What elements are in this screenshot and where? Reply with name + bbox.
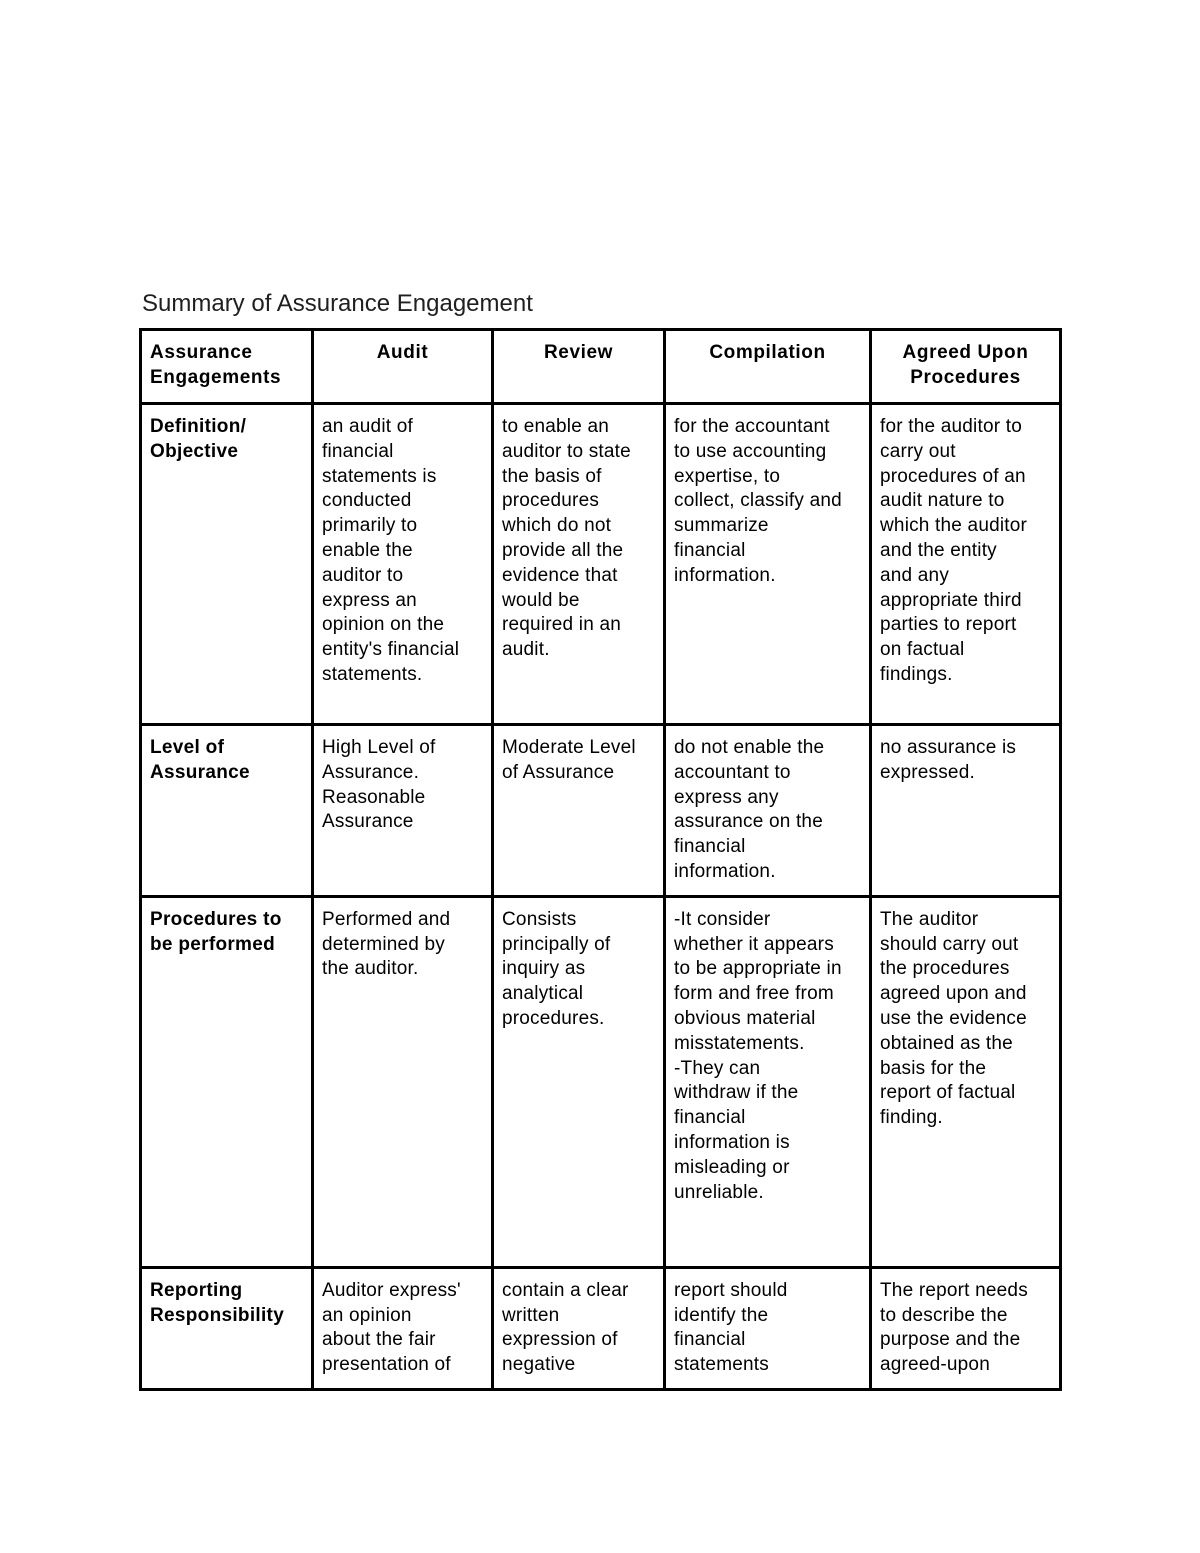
cell-procedures-audit: Performed and determined by the auditor.: [313, 896, 493, 1267]
cell-definition-agreed-upon: for the auditor to carry out procedures of an audit nature to which the auditor and the entity and any appropriate third parties to report on factual findings.: [871, 404, 1061, 725]
header-compilation: Compilation: [665, 330, 871, 404]
header-review: Review: [493, 330, 665, 404]
cell-reporting-audit: Auditor express' an opinion about the fair presentation of: [313, 1267, 493, 1389]
cell-level-compilation: do not enable the accountant to express any assurance on the financial information.: [665, 725, 871, 897]
header-agreed-upon-procedures: Agreed Upon Procedures: [871, 330, 1061, 404]
cell-definition-audit: an audit of financial statements is conducted primarily to enable the auditor to express an opinion on the entity's financial statements.: [313, 404, 493, 725]
cell-reporting-agreed-upon: The report needs to describe the purpose and the agreed-upon: [871, 1267, 1061, 1389]
cell-reporting-compilation: report should identify the financial statements: [665, 1267, 871, 1389]
cell-procedures-compilation: -It consider whether it appears to be appropriate in form and free from obvious material misstatements. -They can withdraw if the financial information is misleading or unreliable.: [665, 896, 871, 1267]
cell-level-agreed-upon: no assurance is expressed.: [871, 725, 1061, 897]
row-label-level-of-assurance: Level of Assurance: [141, 725, 313, 897]
row-label-procedures: Procedures to be performed: [141, 896, 313, 1267]
cell-reporting-review: contain a clear written expression of negative: [493, 1267, 665, 1389]
assurance-summary-table: [139, 328, 1062, 1391]
table-row-procedures: [141, 896, 1061, 1267]
cell-procedures-agreed-upon: The auditor should carry out the procedures agreed upon and use the evidence obtained as the basis for the report of factual finding.: [871, 896, 1061, 1267]
page-title: Summary of Assurance Engagement: [142, 290, 533, 317]
row-label-reporting: Reporting Responsibility: [141, 1267, 313, 1389]
table-row-reporting: [141, 1267, 1061, 1389]
cell-level-audit: High Level of Assurance. Reasonable Assurance: [313, 725, 493, 897]
table-row-level-of-assurance: [141, 725, 1061, 897]
row-label-definition: Definition/ Objective: [141, 404, 313, 725]
cell-procedures-review: Consists principally of inquiry as analytical procedures.: [493, 896, 665, 1267]
table-header-row: [141, 330, 1061, 404]
header-assurance-engagements: Assurance Engagements: [141, 330, 313, 404]
header-audit: Audit: [313, 330, 493, 404]
cell-definition-review: to enable an auditor to state the basis of procedures which do not provide all the evidence that would be required in an audit.: [493, 404, 665, 725]
table-row-definition: [141, 404, 1061, 725]
cell-definition-compilation: for the accountant to use accounting expertise, to collect, classify and summarize financial information.: [665, 404, 871, 725]
cell-level-review: Moderate Level of Assurance: [493, 725, 665, 897]
